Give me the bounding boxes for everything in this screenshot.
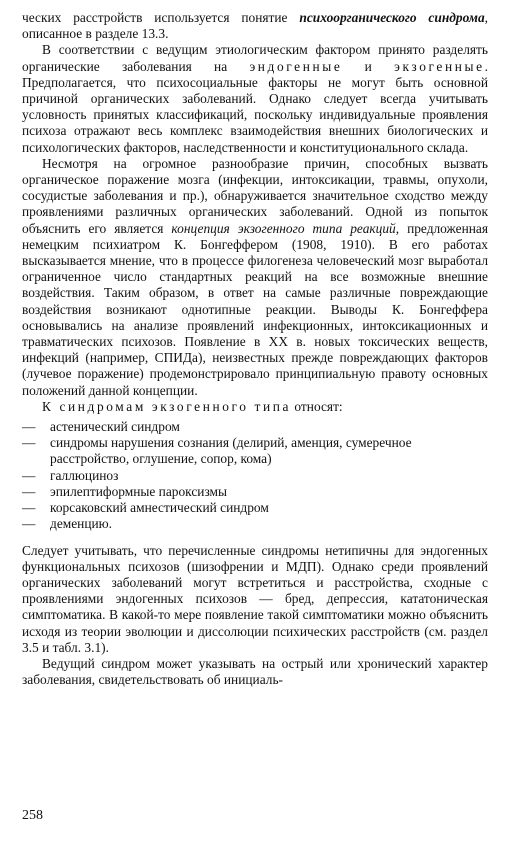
term-exogenous: экзогенные: [394, 58, 485, 74]
paragraph-continuation: ческих расстройств используется понятие психоорганического синдрома, описанное в разделе 13.3.: [22, 10, 489, 42]
list-item: — астенический синдром: [22, 419, 180, 435]
list-item: — галлюциноз: [22, 467, 119, 483]
term-endogenous: эндогенные: [249, 58, 343, 74]
list-item: — деменцию.: [22, 516, 113, 532]
paragraph-etiology: В соответствии с ведущим этиологическим фактором принято разделять органические заболевания на эндогенные и экзогенные. Предполагается, что психосоциальные факторы не могут быть основной причиной органических заболеваний. Однако следует всегда учитывать условность принятых классификаций, поскольку индивидуальные проявления психоза отражают весь комплекс взаимодействия внешних биологических и психологических факторов, наследственности и конституционального склада.: [22, 42, 488, 155]
term-psychoorganic-syndrome: психоорганического синдрома: [299, 10, 485, 25]
term-exogenous-reaction-concept: концепция экзогенного типа реакций: [171, 220, 396, 236]
paragraph-leading-syndrome: Ведущий синдром может указывать на острый или хронический характер заболевания, свидетельствовать об инициаль-: [22, 655, 488, 688]
paragraph-bonhoeffer: Несмотря на огромное разнообразие причин, способных вызвать органическое поражение мозга (инфекции, интоксикации, травмы, опухоли, сосудистые заболевания и пр.), обнаруживается значительное сходство между проявлениями различных органических заболеваний. Одной из попыток объяснить его является концепция экзогенного типа реакций, предложенная немецким психиатром К. Бонгеффером (1908, 1910). В его работах высказывается мнение, что в процессе филогенеза человеческий мозг выработал ограниченное число стандартных реакций на все возможные внешние воздействия. Таким образом, в ответ на самые различные повреждающие воздействия возникают однотипные реакции. Выводы К. Бонгеффера основывались на анализе проявлений инфекционных, интоксикационных и травматических психозов. Появление в XX в. новых токсических веществ, инфекций (например, СПИДа), неизвестных прежде повреждающих факторов (лучевое поражение) продемонстрировало принципиальную правоту основных положений данной концепции.: [22, 155, 489, 398]
paragraph-atypical-syndromes: Следует учитывать, что перечисленные синдромы нетипичны для эндогенных функциональных психозов (шизофрении и МДП). Однако среди проявлений органических заболеваний могут встретиться и расстройства, сходные с проявлениями эндогенных психозов — бред, депрессия, кататоническая симптоматика. В какой-то мере появление такой симптоматики можно объяснить исходя из теории эволюции и диссолюции психических расстройств (см. раздел 3.5 и табл. 3.1).: [22, 542, 488, 655]
list-item: — корсаковский амнестический синдром: [22, 500, 269, 516]
page-number: 258: [22, 808, 43, 823]
syndrome-list: [22, 419, 488, 532]
page-text: [22, 10, 488, 688]
list-item: — эпилептиформные пароксизмы: [22, 483, 228, 499]
list-intro: К синдромам экзогенного типа относят:: [42, 398, 343, 414]
list-item: — синдромы нарушения сознания (делирий, аменция, сумеречное расстройство, оглушение, сопор, кома): [22, 435, 412, 467]
